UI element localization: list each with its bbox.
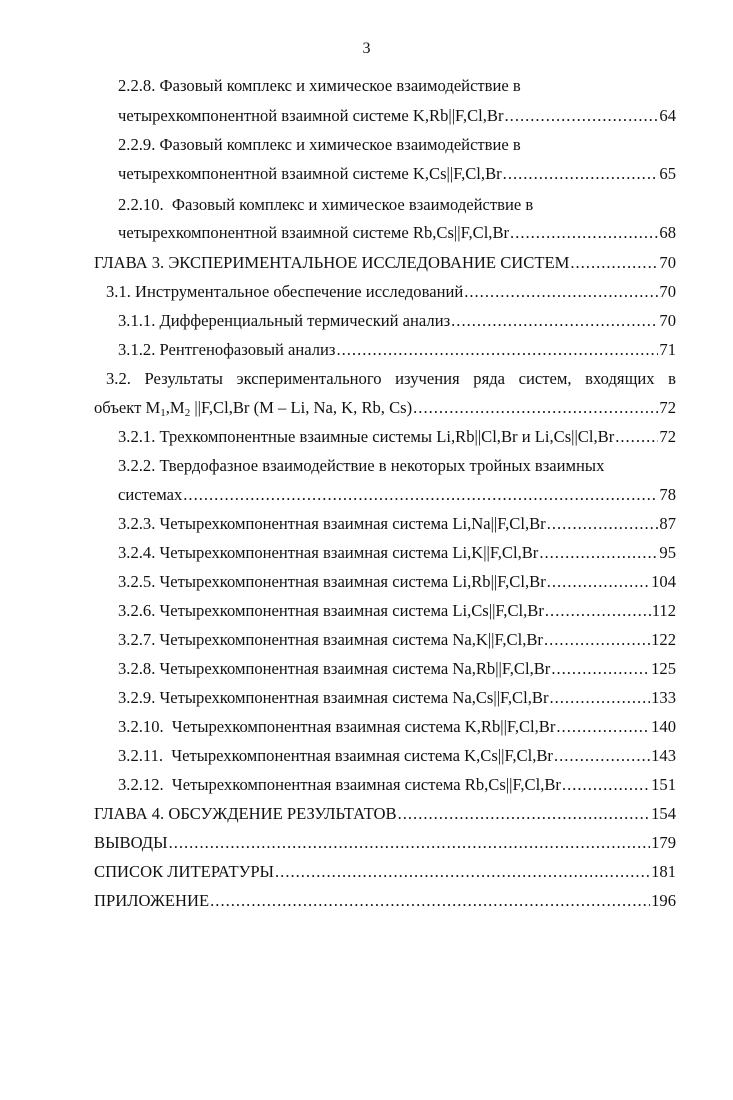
toc-entry-3-1-2[interactable] [118, 340, 676, 360]
toc-entry-3-1-1[interactable] [118, 311, 676, 331]
toc-leader-dots [547, 572, 650, 592]
toc-title: 3.2.10. Четырехкомпонентная взаимная система K,Rb||F,Cl,Br [118, 717, 556, 736]
page-number: 3 [362, 40, 371, 57]
toc-leader-dots [503, 164, 659, 184]
toc-title: 3.2.3. Четырехкомпонентная взаимная система Li,Na||F,Cl,Br [118, 514, 546, 533]
toc-page: 140 [651, 717, 676, 736]
toc-page: 181 [651, 862, 676, 881]
toc-entry-3-2-2-line1: 3.2.2. Твердофазное взаимодействие в некоторых тройных взаимных [118, 456, 605, 475]
toc-page: 196 [651, 891, 676, 910]
toc-title: ПРИЛОЖЕНИЕ [94, 891, 210, 910]
toc-page: 122 [651, 630, 676, 649]
toc-title: четырехкомпонентной взаимной системе K,Rb||F,Cl,Br [118, 106, 504, 125]
subscript-2: 2 [184, 407, 191, 419]
toc-entry-3-2-1[interactable] [118, 427, 676, 447]
toc-entry-3-1[interactable] [106, 282, 676, 302]
toc-entry-2-2-8-line1: 2.2.8. Фазовый комплекс и химическое взаимодействие в [118, 76, 521, 95]
toc-title: 3.2.8. Четырехкомпонентная взаимная система Na,Rb||F,Cl,Br [118, 659, 551, 678]
toc-page: 143 [651, 746, 676, 765]
toc-entry-2-2-10-line1: 2.2.10. Фазовый комплекс и химическое взаимодействие в [118, 195, 534, 214]
toc-title: 3.2.1. Трехкомпонентные взаимные системы Li,Rb||Cl,Br и Li,Cs||Cl,Br [118, 427, 615, 446]
toc-title: 3.1.1. Дифференциальный термический анализ [118, 311, 451, 330]
toc-chapter-3[interactable] [94, 253, 676, 273]
toc-leader-dots [539, 543, 658, 563]
toc-leader-dots [510, 223, 658, 243]
toc-page: 151 [651, 775, 676, 794]
toc-title: 3.1.2. Рентгенофазовый анализ [118, 340, 336, 359]
toc-entry-3-2-3[interactable] [118, 514, 676, 534]
toc-title: 3.2.12. Четырехкомпонентная взаимная система Rb,Cs||F,Cl,Br [118, 775, 561, 794]
toc-leader-dots [210, 891, 650, 911]
toc-title-mid: ,M [165, 398, 185, 417]
toc-entry-3-2-2[interactable] [118, 485, 676, 505]
toc-title: 3.2.9. Четырехкомпонентная взаимная система Na,Cs||F,Cl,Br [118, 688, 549, 707]
toc-page: 112 [651, 601, 676, 620]
toc-chapter-4[interactable] [94, 804, 676, 824]
toc-title: 3.2.7. Четырехкомпонентная взаимная система Na,K||F,Cl,Br [118, 630, 543, 649]
toc-leader-dots [556, 717, 650, 737]
toc-entry-3-2-9[interactable] [118, 688, 676, 708]
toc-page: 104 [651, 572, 676, 591]
toc-page: 70 [659, 282, 676, 301]
toc-page: 78 [659, 485, 676, 504]
toc-leader-dots [544, 630, 650, 650]
toc-title: 3.2.6. Четырехкомпонентная взаимная система Li,Cs||F,Cl,Br [118, 601, 544, 620]
toc-entry-2-2-9[interactable] [118, 164, 676, 184]
toc-title: 3.2.5. Четырехкомпонентная взаимная система Li,Rb||F,Cl,Br [118, 572, 546, 591]
toc-page: 68 [659, 223, 676, 242]
toc-leader-dots [562, 775, 650, 795]
toc-leader-dots [545, 601, 651, 621]
toc-leader-dots [505, 106, 659, 126]
toc-title: 3.2.4. Четырехкомпонентная взаимная система Li,K||F,Cl,Br [118, 543, 539, 562]
toc-entry-3-2-5[interactable] [118, 572, 676, 592]
subscript-1: 1 [160, 407, 166, 419]
toc-references[interactable] [94, 862, 676, 882]
toc-leader-dots [275, 862, 650, 882]
toc-entry-3-2-4[interactable] [118, 543, 676, 563]
toc-leader-dots [547, 514, 659, 534]
toc-page: 72 [659, 427, 676, 446]
toc-entry-2-2-10[interactable] [118, 223, 676, 243]
toc-appendix[interactable] [94, 891, 676, 911]
toc-entry-3-2-8[interactable] [118, 659, 676, 679]
toc-title: ГЛАВА 3. ЭКСПЕРИМЕНТАЛЬНОЕ ИССЛЕДОВАНИЕ СИСТЕМ [94, 253, 570, 272]
toc-page: 70 [659, 311, 676, 330]
toc-entry-3-2[interactable] [94, 398, 676, 423]
toc-leader-dots [554, 746, 650, 766]
toc-page: 133 [651, 688, 676, 707]
toc-entry-2-2-9-line1: 2.2.9. Фазовый комплекс и химическое взаимодействие в [118, 135, 521, 154]
toc-title: четырехкомпонентной взаимной системе K,Cs||F,Cl,Br [118, 164, 502, 183]
toc-leader-dots [398, 804, 651, 824]
toc-title: ГЛАВА 4. ОБСУЖДЕНИЕ РЕЗУЛЬТАТОВ [94, 804, 397, 823]
toc-page: 154 [651, 804, 676, 823]
toc-entry-3-2-12[interactable] [118, 775, 676, 795]
toc-entry-3-2-line1: 3.2. Результаты экспериментального изучения ряда систем, входящих в [106, 369, 676, 388]
toc-entry-3-2-7[interactable] [118, 630, 676, 650]
toc-page: 64 [659, 106, 676, 125]
toc-entry-3-2-11[interactable] [118, 746, 676, 766]
toc-page: 179 [651, 833, 676, 852]
toc-page: 72 [659, 398, 676, 417]
toc-leader-dots [549, 688, 650, 708]
toc-title-prefix: объект M [94, 398, 161, 417]
toc-page: 125 [651, 659, 676, 678]
toc-page: 95 [659, 543, 676, 562]
toc-entry-2-2-8[interactable] [118, 106, 676, 126]
toc-leader-dots [551, 659, 650, 679]
toc-leader-dots [169, 833, 651, 853]
toc-leader-dots [413, 398, 658, 418]
toc-page: 87 [659, 514, 676, 533]
toc-page: 70 [659, 253, 676, 272]
toc-title: 3.2.11. Четырехкомпонентная взаимная система K,Cs||F,Cl,Br [118, 746, 553, 765]
toc-title: системах [118, 485, 183, 504]
toc-entry-3-2-10[interactable] [118, 717, 676, 737]
toc-entry-3-2-6[interactable] [118, 601, 676, 621]
toc-leader-dots [570, 253, 658, 273]
toc-title: СПИСОК ЛИТЕРАТУРЫ [94, 862, 275, 881]
toc-leader-dots [183, 485, 658, 505]
toc-leader-dots [615, 427, 658, 447]
toc-title [94, 398, 412, 423]
toc-page: 65 [659, 164, 676, 183]
toc-leader-dots [451, 311, 658, 331]
toc-page: 71 [659, 340, 676, 359]
toc-title: ВЫВОДЫ [94, 833, 168, 852]
toc-leader-dots [336, 340, 658, 360]
toc-leader-dots [464, 282, 658, 302]
toc-conclusions[interactable] [94, 833, 676, 853]
toc-title: 3.1. Инструментальное обеспечение исследований [106, 282, 464, 301]
toc-title: четырехкомпонентной взаимной системе Rb,Cs||F,Cl,Br [118, 223, 510, 242]
toc-title-suffix: ||F,Cl,Br (M – Li, Na, K, Rb, Cs) [190, 398, 413, 417]
